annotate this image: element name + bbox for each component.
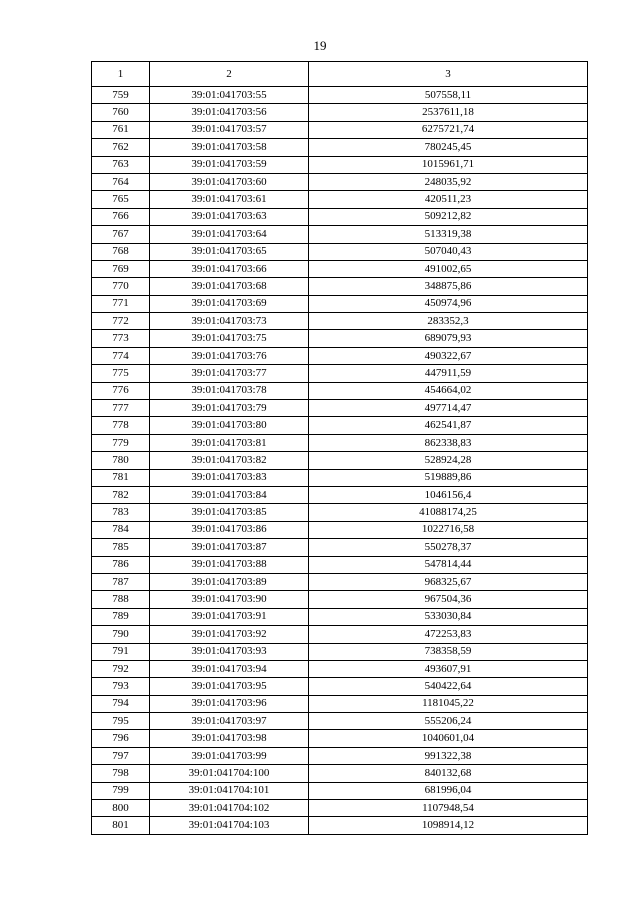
value-cell: 519889,86 [309,469,588,486]
row-number-cell: 797 [92,747,150,764]
row-number-cell: 786 [92,556,150,573]
row-number-cell: 781 [92,469,150,486]
value-cell: 41088174,25 [309,504,588,521]
table-row [92,747,588,764]
value-cell: 490322,67 [309,347,588,364]
table-row [92,313,588,330]
row-number-cell: 799 [92,782,150,799]
row-number-cell: 759 [92,87,150,104]
cadastral-number-cell: 39:01:041703:68 [150,278,309,295]
table-row [92,295,588,312]
value-cell: 968325,67 [309,573,588,590]
cadastral-number-cell: 39:01:041703:97 [150,713,309,730]
value-cell: 493607,91 [309,660,588,677]
row-number-cell: 794 [92,695,150,712]
table-row [92,139,588,156]
value-cell: 1040601,04 [309,730,588,747]
table-row [92,347,588,364]
value-cell: 681996,04 [309,782,588,799]
table-row [92,469,588,486]
cadastral-number-cell: 39:01:041703:73 [150,313,309,330]
cadastral-number-cell: 39:01:041703:63 [150,208,309,225]
row-number-cell: 769 [92,260,150,277]
value-cell: 540422,64 [309,678,588,695]
value-cell: 348875,86 [309,278,588,295]
value-cell: 6275721,74 [309,121,588,138]
table-row [92,678,588,695]
row-number-cell: 785 [92,539,150,556]
cadastral-number-cell: 39:01:041703:82 [150,452,309,469]
table-row [92,330,588,347]
value-cell: 1022716,58 [309,521,588,538]
cadastral-number-cell: 39:01:041703:61 [150,191,309,208]
value-cell: 780245,45 [309,139,588,156]
cadastral-number-cell: 39:01:041703:79 [150,400,309,417]
cadastral-number-cell: 39:01:041703:69 [150,295,309,312]
row-number-cell: 792 [92,660,150,677]
row-number-cell: 773 [92,330,150,347]
table-row [92,191,588,208]
table-row [92,782,588,799]
row-number-cell: 770 [92,278,150,295]
value-cell: 248035,92 [309,173,588,190]
row-number-cell: 765 [92,191,150,208]
row-number-cell: 787 [92,573,150,590]
row-number-cell: 767 [92,226,150,243]
value-cell: 533030,84 [309,608,588,625]
row-number-cell: 777 [92,400,150,417]
table-row [92,156,588,173]
table-row [92,800,588,817]
page-number: 19 [313,38,327,53]
value-cell: 2537611,18 [309,104,588,121]
cadastral-number-cell: 39:01:041703:86 [150,521,309,538]
value-cell: 550278,37 [309,539,588,556]
cadastral-number-cell: 39:01:041704:102 [150,800,309,817]
table-row [92,608,588,625]
value-cell: 450974,96 [309,295,588,312]
value-cell: 472253,83 [309,626,588,643]
row-number-cell: 762 [92,139,150,156]
table-row [92,817,588,834]
table-body [92,87,588,835]
cadastral-number-cell: 39:01:041703:76 [150,347,309,364]
table-row [92,486,588,503]
table-row [92,626,588,643]
cadastral-number-cell: 39:01:041703:81 [150,434,309,451]
value-cell: 1181045,22 [309,695,588,712]
value-cell: 1046156,4 [309,486,588,503]
table-row [92,226,588,243]
cadastral-number-cell: 39:01:041703:83 [150,469,309,486]
row-number-cell: 788 [92,591,150,608]
table-row [92,660,588,677]
value-cell: 528924,28 [309,452,588,469]
row-number-cell: 778 [92,417,150,434]
cadastral-number-cell: 39:01:041704:101 [150,782,309,799]
cadastral-number-cell: 39:01:041703:84 [150,486,309,503]
cadastral-number-cell: 39:01:041703:95 [150,678,309,695]
table-row [92,573,588,590]
cadastral-number-cell: 39:01:041703:85 [150,504,309,521]
cadastral-number-cell: 39:01:041703:60 [150,173,309,190]
value-cell: 454664,02 [309,382,588,399]
value-cell: 1098914,12 [309,817,588,834]
value-cell: 967504,36 [309,591,588,608]
table-row [92,765,588,782]
column-header-2: 2 [150,62,309,87]
table-row [92,104,588,121]
cadastral-number-cell: 39:01:041703:57 [150,121,309,138]
cadastral-value-table [91,61,588,835]
row-number-cell: 796 [92,730,150,747]
row-number-cell: 793 [92,678,150,695]
table-row [92,278,588,295]
table-row [92,521,588,538]
row-number-cell: 772 [92,313,150,330]
row-number-cell: 784 [92,521,150,538]
table-row [92,539,588,556]
value-cell: 991322,38 [309,747,588,764]
table-row [92,208,588,225]
cadastral-number-cell: 39:01:041703:87 [150,539,309,556]
row-number-cell: 795 [92,713,150,730]
cadastral-number-cell: 39:01:041703:93 [150,643,309,660]
cadastral-number-cell: 39:01:041703:59 [150,156,309,173]
row-number-cell: 780 [92,452,150,469]
column-header-1: 1 [92,62,150,87]
cadastral-number-cell: 39:01:041704:100 [150,765,309,782]
table-row [92,730,588,747]
cadastral-number-cell: 39:01:041703:64 [150,226,309,243]
cadastral-number-cell: 39:01:041703:89 [150,573,309,590]
table-row [92,400,588,417]
value-cell: 507040,43 [309,243,588,260]
row-number-cell: 782 [92,486,150,503]
row-number-cell: 801 [92,817,150,834]
row-number-cell: 775 [92,365,150,382]
value-cell: 447911,59 [309,365,588,382]
cadastral-number-cell: 39:01:041703:94 [150,660,309,677]
table-row [92,173,588,190]
table-row [92,556,588,573]
value-cell: 420511,23 [309,191,588,208]
value-cell: 509212,82 [309,208,588,225]
table-row [92,121,588,138]
row-number-cell: 783 [92,504,150,521]
cadastral-number-cell: 39:01:041703:99 [150,747,309,764]
value-cell: 497714,47 [309,400,588,417]
value-cell: 689079,93 [309,330,588,347]
cadastral-number-cell: 39:01:041703:78 [150,382,309,399]
row-number-cell: 771 [92,295,150,312]
cadastral-number-cell: 39:01:041703:88 [150,556,309,573]
cadastral-number-cell: 39:01:041703:55 [150,87,309,104]
table-row [92,243,588,260]
table-row [92,417,588,434]
cadastral-number-cell: 39:01:041703:80 [150,417,309,434]
row-number-cell: 779 [92,434,150,451]
table-row [92,87,588,104]
cadastral-number-cell: 39:01:041703:66 [150,260,309,277]
value-cell: 491002,65 [309,260,588,277]
row-number-cell: 763 [92,156,150,173]
value-cell: 1015961,71 [309,156,588,173]
table-row [92,452,588,469]
cadastral-number-cell: 39:01:041703:98 [150,730,309,747]
cadastral-number-cell: 39:01:041703:91 [150,608,309,625]
table-row [92,713,588,730]
value-cell: 840132,68 [309,765,588,782]
row-number-cell: 766 [92,208,150,225]
value-cell: 1107948,54 [309,800,588,817]
value-cell: 507558,11 [309,87,588,104]
row-number-cell: 760 [92,104,150,121]
table-row [92,591,588,608]
cadastral-number-cell: 39:01:041703:96 [150,695,309,712]
value-cell: 283352,3 [309,313,588,330]
cadastral-number-cell: 39:01:041703:56 [150,104,309,121]
row-number-cell: 789 [92,608,150,625]
value-cell: 738358,59 [309,643,588,660]
table-row [92,260,588,277]
table-header-row [92,62,588,87]
cadastral-number-cell: 39:01:041703:58 [150,139,309,156]
table-row [92,643,588,660]
row-number-cell: 798 [92,765,150,782]
row-number-cell: 774 [92,347,150,364]
cadastral-number-cell: 39:01:041703:92 [150,626,309,643]
cadastral-number-cell: 39:01:041703:90 [150,591,309,608]
row-number-cell: 791 [92,643,150,660]
value-cell: 513319,38 [309,226,588,243]
table-row [92,382,588,399]
cadastral-number-cell: 39:01:041703:65 [150,243,309,260]
row-number-cell: 776 [92,382,150,399]
table-row [92,365,588,382]
value-cell: 547814,44 [309,556,588,573]
column-header-3: 3 [309,62,588,87]
cadastral-number-cell: 39:01:041704:103 [150,817,309,834]
row-number-cell: 761 [92,121,150,138]
cadastral-number-cell: 39:01:041703:75 [150,330,309,347]
value-cell: 555206,24 [309,713,588,730]
table-row [92,434,588,451]
row-number-cell: 768 [92,243,150,260]
cadastral-number-cell: 39:01:041703:77 [150,365,309,382]
row-number-cell: 790 [92,626,150,643]
value-cell: 862338,83 [309,434,588,451]
table-row [92,695,588,712]
value-cell: 462541,87 [309,417,588,434]
table-row [92,504,588,521]
row-number-cell: 800 [92,800,150,817]
row-number-cell: 764 [92,173,150,190]
